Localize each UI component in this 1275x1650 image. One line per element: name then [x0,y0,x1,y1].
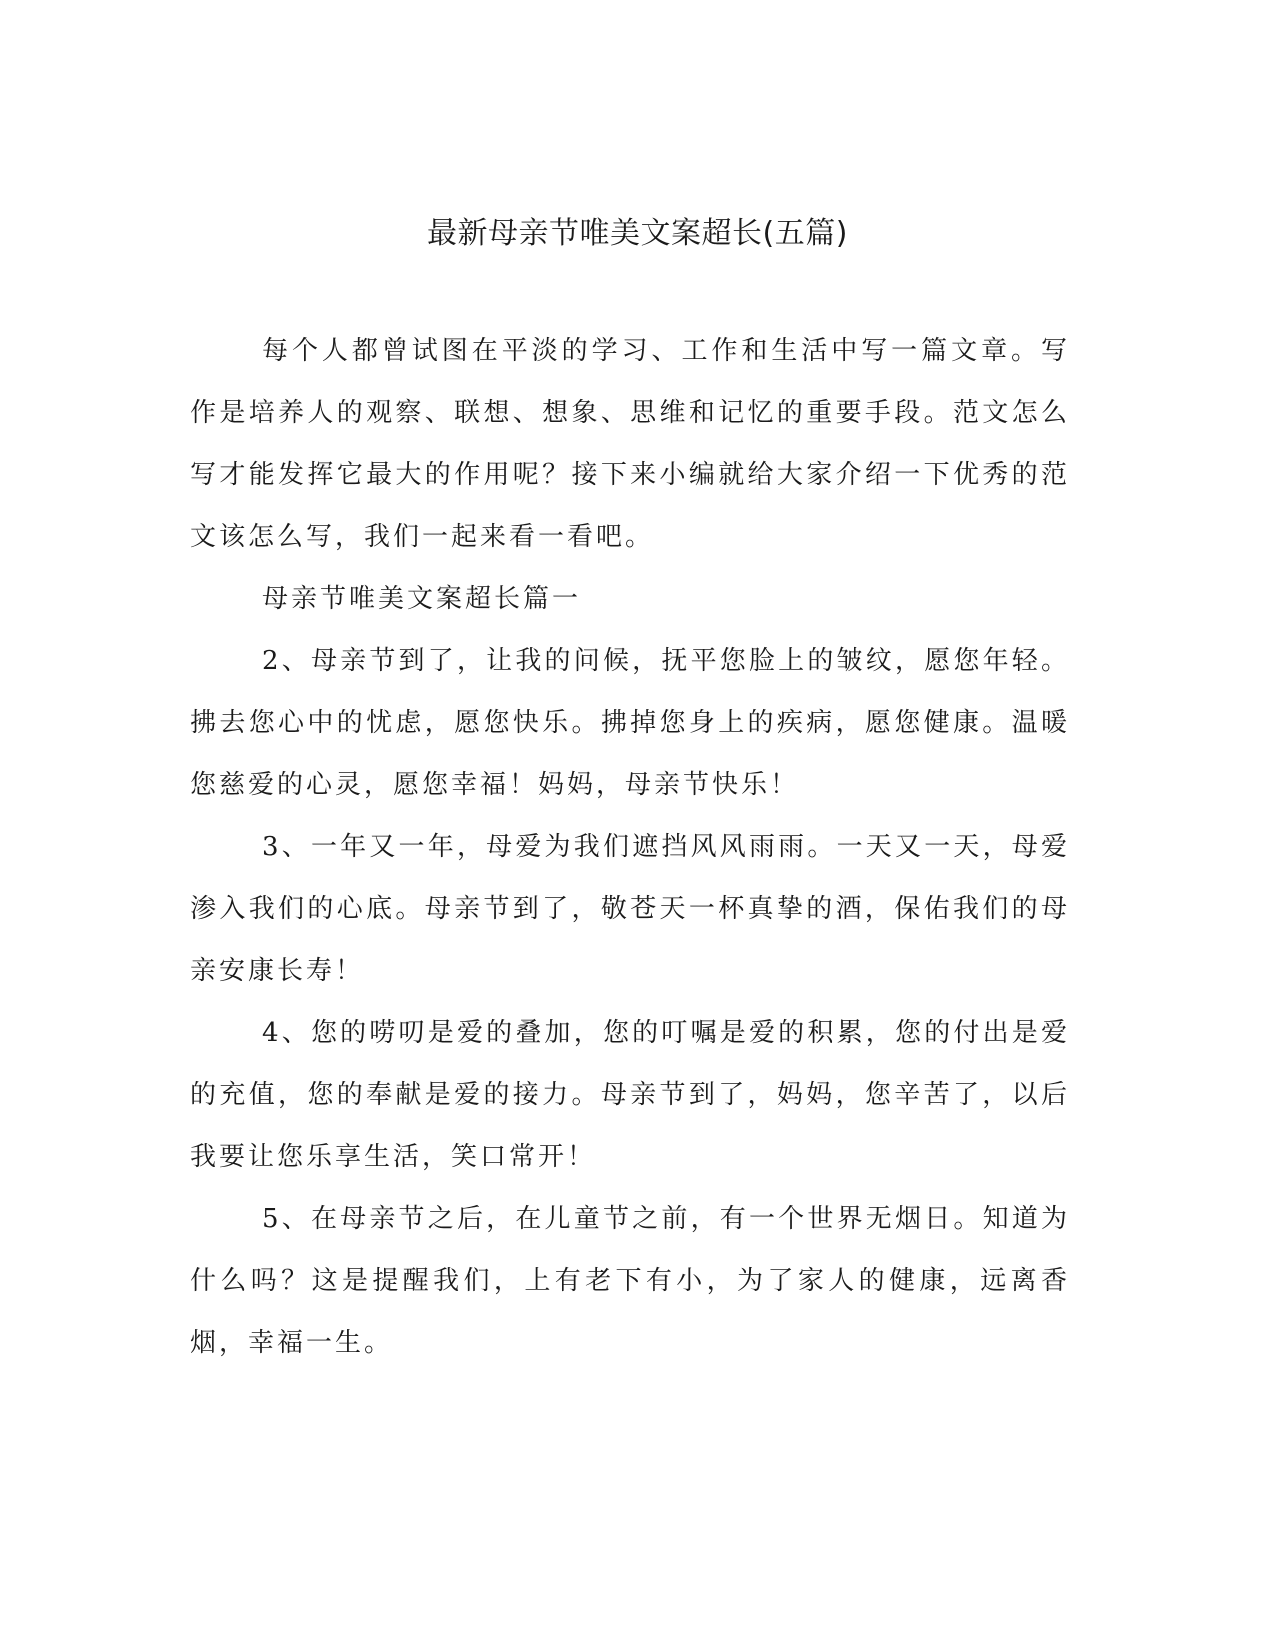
paragraph-item-5: 5、在母亲节之后，在儿童节之前，有一个世界无烟日。知道为什么吗？这是提醒我们，上有老下有小，为了家人的健康，远离香烟，幸福一生。 [190,1204,1070,1358]
paragraph-item-3: 3、一年又一年，母爱为我们遮挡风风雨雨。一天又一天，母爱渗入我们的心底。母亲节到了，敬苍天一杯真挚的酒，保佑我们的母亲安康长寿！ [190,832,1070,986]
intro-paragraph: 每个人都曾试图在平淡的学习、工作和生活中写一篇文章。写作是培养人的观察、联想、想象、思维和记忆的重要手段。范文怎么写才能发挥它最大的作用呢？接下来小编就给大家介绍一下优秀的范文该怎么写，我们一起来看一看吧。 [190,336,1070,552]
section-heading: 母亲节唯美文案超长篇一 [262,584,582,614]
paragraph-item-2: 2、母亲节到了，让我的问候，抚平您脸上的皱纹，愿您年轻。拂去您心中的忧虑，愿您快乐。拂掉您身上的疾病，愿您健康。温暖您慈爱的心灵，愿您幸福！妈妈，母亲节快乐！ [190,646,1070,800]
document-body [190,320,1070,1374]
document-title: 最新母亲节唯美文案超长(五篇) [427,216,848,251]
paragraph-item-4: 4、您的唠叨是爱的叠加，您的叮嘱是爱的积累，您的付出是爱的充值，您的奉献是爱的接力。母亲节到了，妈妈，您辛苦了，以后我要让您乐享生活，笑口常开！ [190,1018,1070,1172]
